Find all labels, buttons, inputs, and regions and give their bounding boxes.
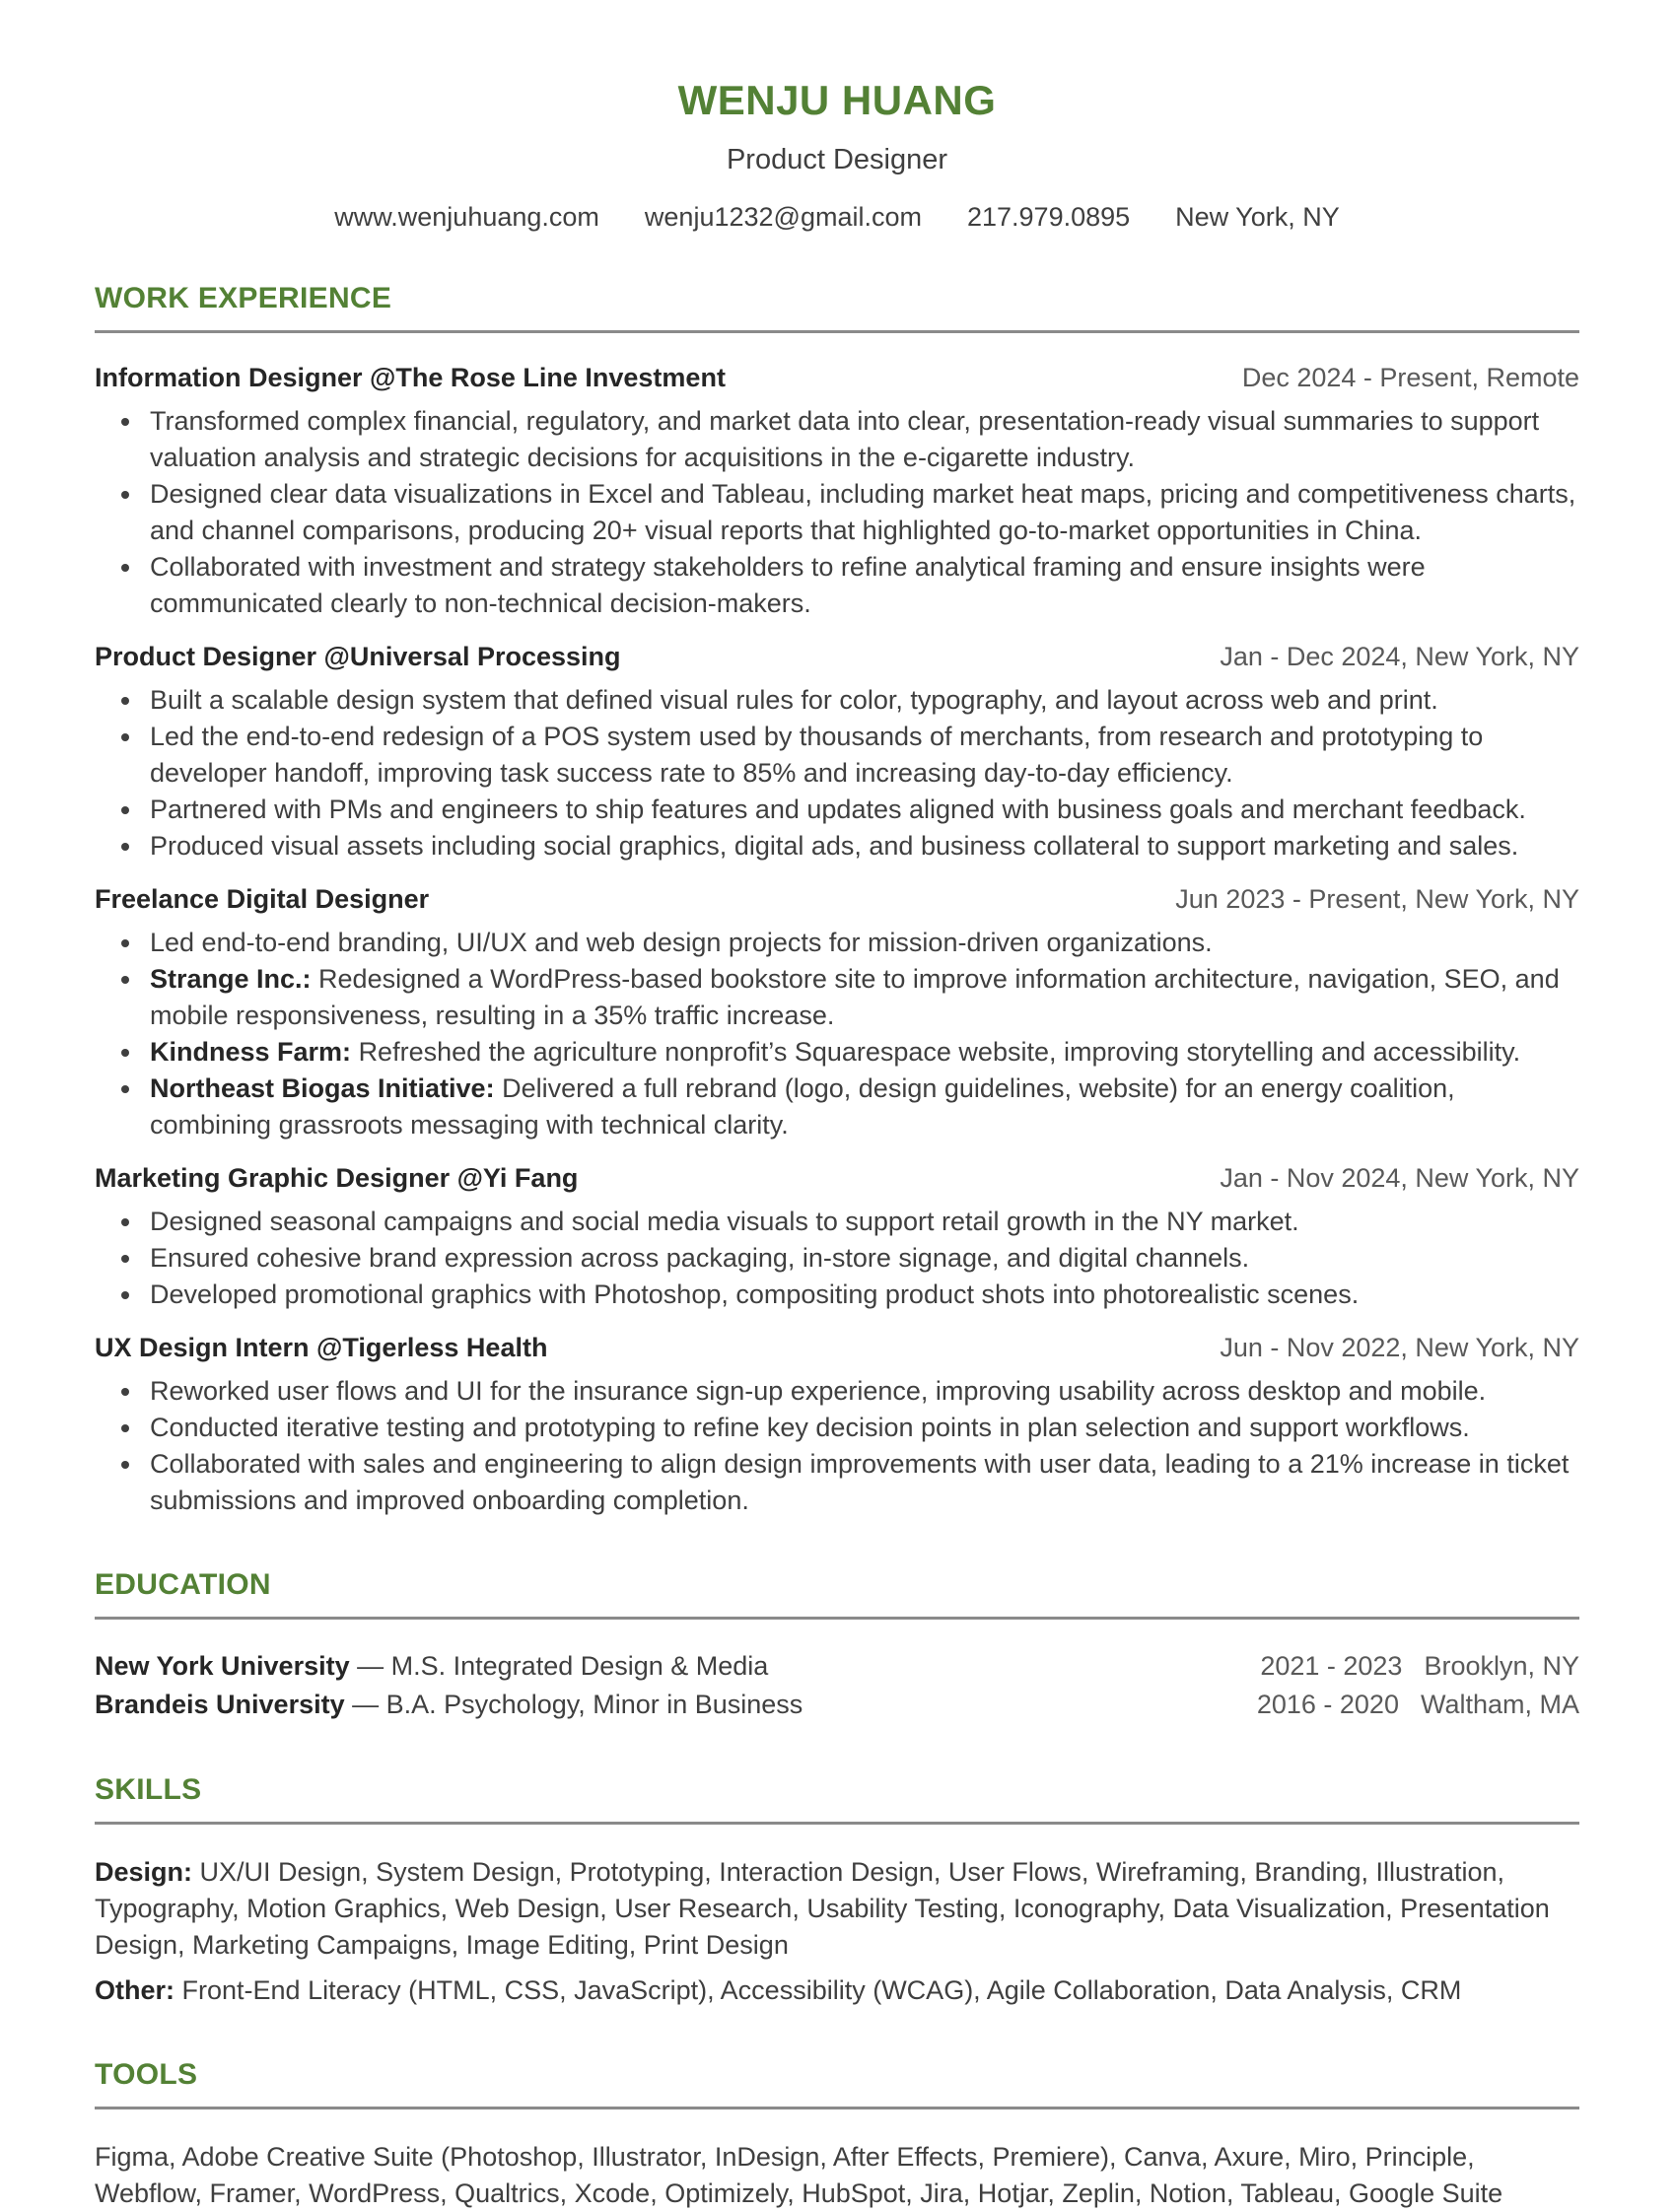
bullet-text: Redesigned a WordPress-based bookstore site to improve information architecture, navigation, SEO, and mobile responsiveness, resulting in a 35% traffic increase.: [150, 964, 1560, 1030]
bullet: • Collaborated with investment and strategy stakeholders to refine analytical framing and ensure insights were communicated clearly to non-technical decision-makers.: [144, 549, 1579, 622]
job-entry-freelance: [95, 884, 1579, 1143]
section-rule: [95, 2107, 1579, 2109]
bullet: • Led end-to-end branding, UI/UX and web design projects for mission-driven organizations.: [144, 925, 1579, 961]
bullet: [144, 1034, 1579, 1071]
job-bullets: [95, 1373, 1579, 1519]
edu-dates: 2021 - 2023: [1260, 1651, 1403, 1681]
job-entry-yi-fang: [95, 1163, 1579, 1313]
job-bullets: [95, 925, 1579, 1143]
skills-other-text: Front-End Literacy (HTML, CSS, JavaScript), Accessibility (WCAG), Agile Collaboration, Data Analysis, CRM: [181, 1975, 1462, 2005]
bullet: [144, 1071, 1579, 1143]
job-header: [95, 1333, 1579, 1363]
skills-design-label: Design:: [95, 1857, 193, 1887]
contact-row: [95, 202, 1579, 233]
contact-location: New York, NY: [1175, 202, 1340, 232]
tools-section-title: TOOLS: [95, 2058, 198, 2091]
resume-header: [95, 77, 1579, 233]
job-title: Product Designer @Universal Processing: [95, 642, 621, 671]
section-rule: [95, 1617, 1579, 1620]
bullet: [144, 961, 1579, 1034]
education-entry: [95, 1647, 1579, 1686]
section-skills: [95, 1773, 1579, 2009]
skills-other-label: Other:: [95, 1975, 175, 2005]
bullet: • Developed promotional graphics with Photoshop, compositing product shots into photorealistic scenes.: [144, 1277, 1579, 1313]
section-rule: [95, 1822, 1579, 1825]
contact-email: wenju1232@gmail.com: [644, 202, 922, 232]
candidate-title: Product Designer: [726, 144, 948, 175]
education-dates-line: [1257, 1686, 1579, 1724]
edu-location: Brooklyn, NY: [1424, 1651, 1579, 1681]
job-dates: Dec 2024 - Present, Remote: [1241, 363, 1579, 392]
bullet: • Led the end-to-end redesign of a POS system used by thousands of merchants, from research and prototyping to developer handoff, improving task success rate to 85% and increasing day-to-day efficiency.: [144, 719, 1579, 792]
section-education: [95, 1568, 1579, 1724]
bullet: • Transformed complex financial, regulatory, and market data into clear, presentation-ready visual summaries to support valuation analysis and strategic decisions for acquisitions in the e-cigarette industry.: [144, 403, 1579, 476]
job-dates: Jan - Dec 2024, New York, NY: [1220, 642, 1579, 671]
edu-location: Waltham, MA: [1420, 1690, 1579, 1719]
job-header: [95, 642, 1579, 672]
bullet: • Reworked user flows and UI for the insurance sign-up experience, improving usability across desktop and mobile.: [144, 1373, 1579, 1410]
bullet: • Designed clear data visualizations in Excel and Tableau, including market heat maps, pricing and competitiveness charts, and channel comparisons, producing 20+ visual reports that highlighted go-to-market opportunities in China.: [144, 476, 1579, 549]
bullet-lead: Kindness Farm:: [150, 1037, 352, 1067]
skills-section-title: SKILLS: [95, 1773, 202, 1806]
degree: — B.A. Psychology, Minor in Business: [352, 1690, 803, 1719]
job-title: Freelance Digital Designer: [95, 884, 430, 914]
school-name: New York University: [95, 1651, 350, 1681]
section-rule: [95, 330, 1579, 333]
candidate-name: WENJU HUANG: [677, 77, 997, 123]
job-dates: Jun - Nov 2022, New York, NY: [1220, 1333, 1579, 1362]
bullet: • Ensured cohesive brand expression across packaging, in-store signage, and digital channels.: [144, 1240, 1579, 1277]
job-entry-universal-processing: [95, 642, 1579, 864]
job-entry-tigerless-health: [95, 1333, 1579, 1519]
education-section-title: EDUCATION: [95, 1568, 271, 1601]
section-work-experience: [95, 282, 1579, 1519]
job-dates: Jan - Nov 2024, New York, NY: [1220, 1163, 1579, 1193]
job-title: Marketing Graphic Designer @Yi Fang: [95, 1163, 579, 1193]
education-entry: [95, 1686, 1579, 1724]
bullet: • Collaborated with sales and engineering to align design improvements with user data, leading to a 21% increase in ticket submissions and improved onboarding completion.: [144, 1446, 1579, 1519]
work-section-title: WORK EXPERIENCE: [95, 282, 392, 314]
job-header: [95, 363, 1579, 393]
bullet: • Produced visual assets including social graphics, digital ads, and business collateral to support marketing and sales.: [144, 828, 1579, 864]
job-bullets: [95, 682, 1579, 864]
job-dates: Jun 2023 - Present, New York, NY: [1175, 884, 1579, 914]
skills-design-paragraph: [95, 1854, 1579, 1964]
edu-dates: 2016 - 2020: [1256, 1690, 1399, 1719]
contact-website: www.wenjuhuang.com: [334, 202, 599, 232]
skills-other-paragraph: [95, 1972, 1579, 2009]
contact-phone: 217.979.0895: [966, 202, 1131, 232]
education-dates-line: [1260, 1647, 1579, 1686]
bullet: • Designed seasonal campaigns and social media visuals to support retail growth in the NY market.: [144, 1204, 1579, 1240]
education-degree-line: [95, 1686, 803, 1724]
bullet: • Built a scalable design system that defined visual rules for color, typography, and layout across web and print.: [144, 682, 1579, 719]
tools-paragraph: Figma, Adobe Creative Suite (Photoshop, Illustrator, InDesign, After Effects, Premiere), Canva, Axure, Miro, Principle, Webflow, Framer, WordPress, Qualtrics, Xcode, Optimizely, HubSpot, Jira, Hotjar, Zeplin, Notion, Tableau, Google Suite: [95, 2142, 1503, 2208]
job-title: Information Designer @The Rose Line Investment: [95, 363, 726, 392]
bullet-lead: Northeast Biogas Initiative:: [150, 1073, 495, 1103]
skills-design-text: UX/UI Design, System Design, Prototyping, Interaction Design, User Flows, Wireframing, Branding, Illustration, Typography, Motion Graphics, Web Design, User Research, Usability Testing, Iconography, Data Visualization, Presentation Design, Marketing Campaigns, Image Editing, Print Design: [95, 1857, 1550, 1960]
job-bullets: [95, 1204, 1579, 1313]
job-entry-rose-line: [95, 363, 1579, 622]
school-name: Brandeis University: [95, 1690, 345, 1719]
bullet-lead: Strange Inc.:: [150, 964, 312, 994]
bullet-text: Delivered a full rebrand (logo, design guidelines, website) for an energy coalition, combining grassroots messaging with technical clarity.: [150, 1073, 1455, 1140]
bullet-text: Refreshed the agriculture nonprofit’s Squarespace website, improving storytelling and accessibility.: [358, 1037, 1521, 1067]
section-tools: [95, 2058, 1579, 2212]
job-header: [95, 884, 1579, 915]
job-header: [95, 1163, 1579, 1194]
job-title: UX Design Intern @Tigerless Health: [95, 1333, 548, 1362]
education-rows: [95, 1647, 1579, 1724]
bullet: • Conducted iterative testing and prototyping to refine key decision points in plan selection and support workflows.: [144, 1410, 1579, 1446]
degree: — M.S. Integrated Design & Media: [357, 1651, 769, 1681]
education-degree-line: [95, 1647, 768, 1686]
bullet: • Partnered with PMs and engineers to ship features and updates aligned with business goals and merchant feedback.: [144, 792, 1579, 828]
job-bullets: [95, 403, 1579, 622]
